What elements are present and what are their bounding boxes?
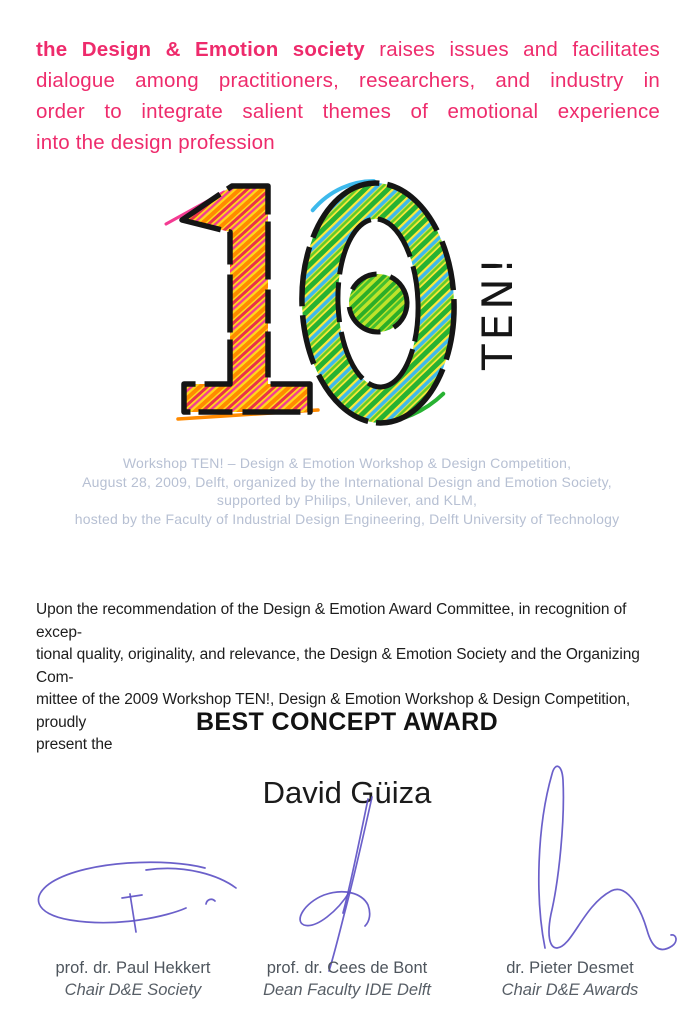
intro-line-1 — [36, 34, 660, 65]
signatory-name: prof. dr. Cees de Bont — [266, 959, 428, 977]
recipient-name: David Güiza — [262, 775, 432, 810]
ten-graphic — [120, 172, 560, 442]
event-description — [0, 454, 694, 528]
intro-line-3: order to integrate salient themes of emotional experience — [36, 100, 660, 123]
signatory-name: dr. Pieter Desmet — [506, 959, 634, 977]
numeral-zero-icon — [298, 178, 458, 425]
signature-desmet — [528, 758, 694, 958]
citation-line-1: Upon the recommendation of the Design & Emotion Award Committee, in recognition of excep- — [36, 601, 627, 641]
citation-line-4: present the — [36, 736, 113, 753]
ten-label-text: TEN! — [473, 253, 522, 370]
signatory-role: Chair D&E Awards — [501, 980, 639, 999]
numeral-one-icon — [166, 186, 318, 419]
society-name: the Design & Emotion society — [36, 38, 365, 61]
event-line-2: August 28, 2009, Delft, organized by the International Design and Emotion Society, — [82, 473, 612, 490]
citation-line-3: mittee of the 2009 Workshop TEN!, Design & Emotion Workshop & Design Competition, proudly — [36, 691, 631, 731]
award-title: BEST CONCEPT AWARD — [195, 708, 499, 736]
intro-line-1-rest: raises issues and facilitates — [364, 38, 660, 61]
signatory-desmet — [502, 958, 639, 1001]
ten-label — [473, 254, 522, 371]
signature-hekkert — [18, 848, 250, 944]
signatory-role: Dean Faculty IDE Delft — [263, 980, 431, 999]
intro-line-4: into the design profession — [36, 131, 275, 154]
event-line-4: hosted by the Faculty of Industrial Design Engineering, Delft University of Technology — [74, 510, 620, 527]
signatory-hekkert — [56, 958, 211, 1001]
intro-line-2: dialogue among practitioners, researchers, and industry in — [36, 69, 660, 92]
signatory-name: prof. dr. Paul Hekkert — [55, 959, 211, 977]
signatory-role: Chair D&E Society — [64, 980, 202, 999]
event-line-1: Workshop TEN! – Design & Emotion Workshop & Design Competition, — [122, 455, 572, 471]
intro-paragraph — [36, 34, 660, 158]
citation-line-2: tional quality, originality, and relevance, the Design & Emotion Society and the Organizing Com- — [36, 646, 640, 686]
signatory-de-bont — [263, 958, 431, 1001]
signature-de-bont — [288, 793, 392, 977]
event-line-3: supported by Philips, Unilever, and KLM, — [216, 492, 478, 508]
